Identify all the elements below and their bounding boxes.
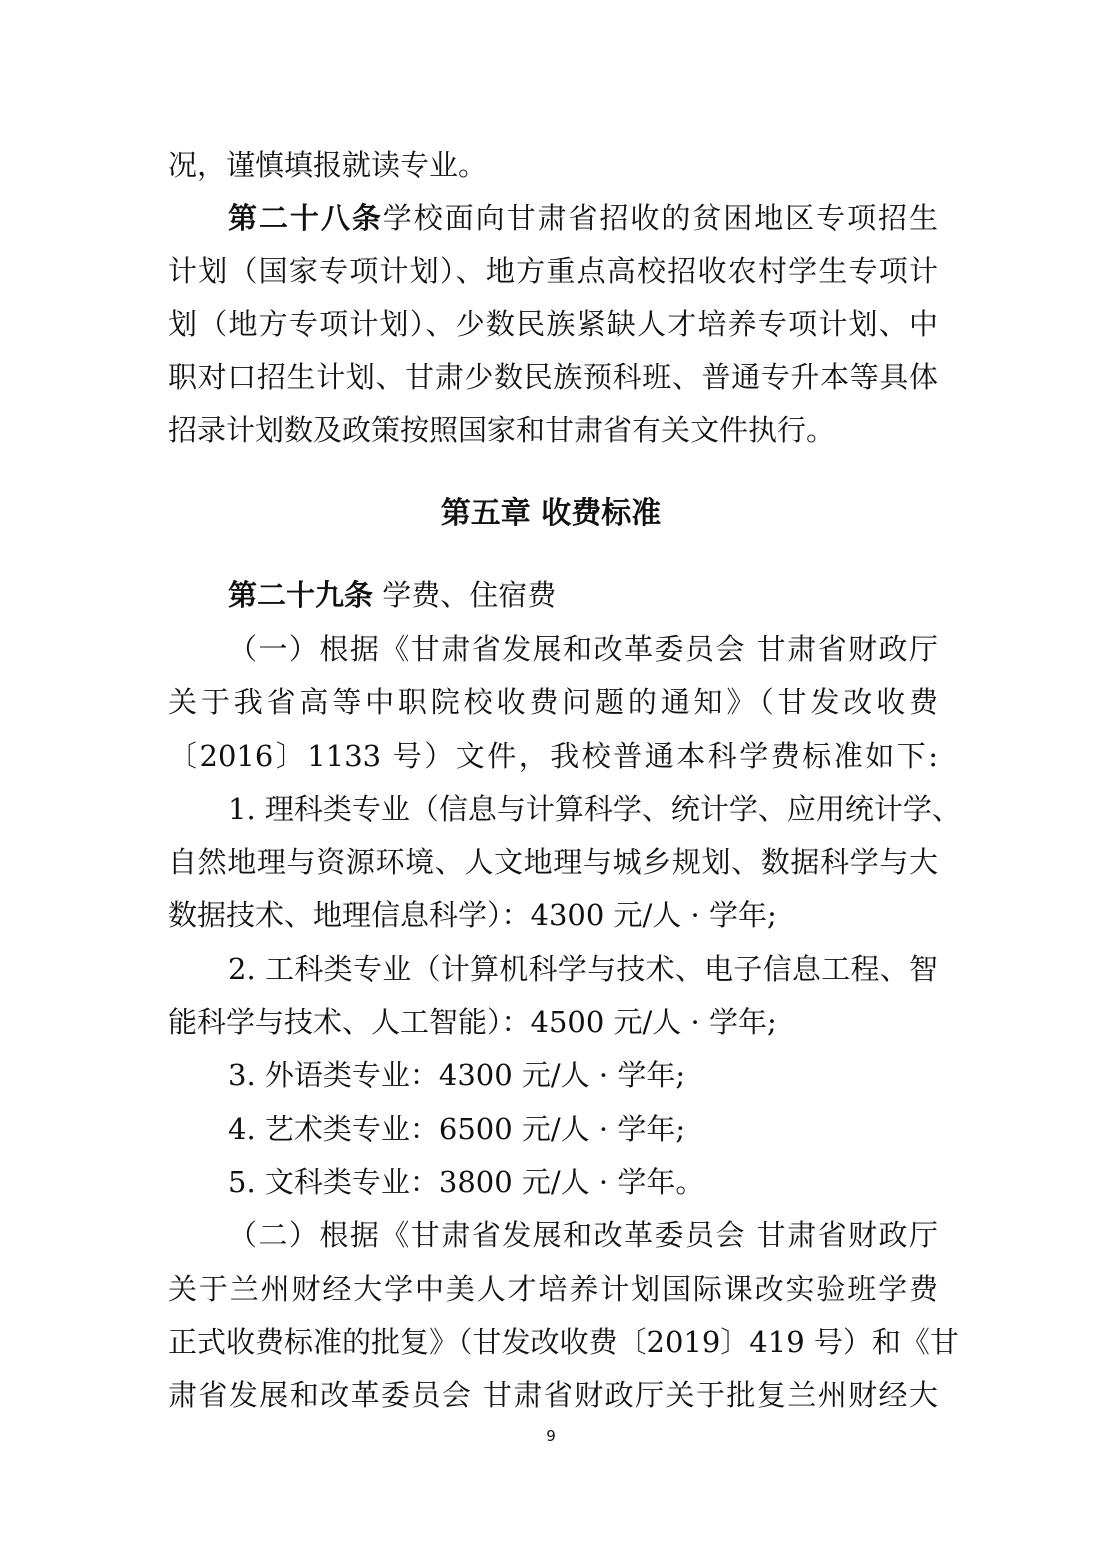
list-item-line: 4. 艺术类专业：6500 元/人 · 学年; [228, 1112, 686, 1146]
list-item-line: 自然地理与资源环境、人文地理与城乡规划、数据科学与大 [168, 845, 938, 879]
article-29-title: 第二十九条 [228, 578, 374, 612]
list-item-line: 能科学与技术、人工智能）：4500 元/人 · 学年; [168, 1005, 777, 1039]
chapter-heading: 第五章 收费标准 [440, 496, 662, 531]
list-item-line: 数据技术、地理信息科学）：4300 元/人 · 学年; [168, 898, 777, 932]
paragraph-line: 职对口招生计划、甘肃少数民族预科班、普通专升本等具体 [168, 360, 938, 394]
paragraph-line: 关于我省高等中职院校收费问题的通知》（甘发改收费 [168, 685, 938, 719]
list-item-line: 3. 外语类专业：4300 元/人 · 学年; [228, 1058, 686, 1092]
paragraph-line: 肃省发展和改革委员会 甘肃省财政厅关于批复兰州财经大 [168, 1378, 938, 1412]
page-number: 9 [546, 1427, 556, 1445]
paragraph-line: 关于兰州财经大学中美人才培养计划国际课改实验班学费 [168, 1272, 938, 1306]
article-28-title: 第二十八条 [228, 201, 383, 235]
list-item-line: 1. 理科类专业（信息与计算科学、统计学、应用统计学、 [228, 792, 961, 826]
paragraph-line: 计划（国家专项计划）、地方重点高校招收农村学生专项计 [168, 254, 938, 288]
paragraph-line: 招录计划数及政策按照国家和甘肃省有关文件执行。 [168, 413, 836, 447]
article-28-text: 学校面向甘肃省招收的贫困地区专项招生 [382, 201, 938, 235]
article-28-first-line [228, 201, 938, 235]
list-item-line: 2. 工科类专业（计算机科学与技术、电子信息工程、智 [228, 952, 938, 986]
paragraph-line: 况，谨慎填报就读专业。 [168, 148, 488, 182]
paragraph-line: （二）根据《甘肃省发展和改革委员会 甘肃省财政厅 [228, 1218, 938, 1252]
paragraph-line: 〔2016〕1133 号）文件，我校普通本科学费标准如下: [168, 739, 938, 773]
article-29-first-line [228, 578, 938, 612]
list-item-line: 5. 文科类专业：3800 元/人 · 学年。 [228, 1165, 705, 1199]
paragraph-line: 划（地方专项计划）、少数民族紧缺人才培养专项计划、中 [168, 307, 938, 341]
paragraph-line: 正式收费标准的批复》（甘发改收费〔2019〕419 号）和《甘 [168, 1325, 959, 1359]
article-29-text: 学费、住宿费 [382, 578, 557, 612]
paragraph-line: （一）根据《甘肃省发展和改革委员会 甘肃省财政厅 [228, 632, 938, 666]
